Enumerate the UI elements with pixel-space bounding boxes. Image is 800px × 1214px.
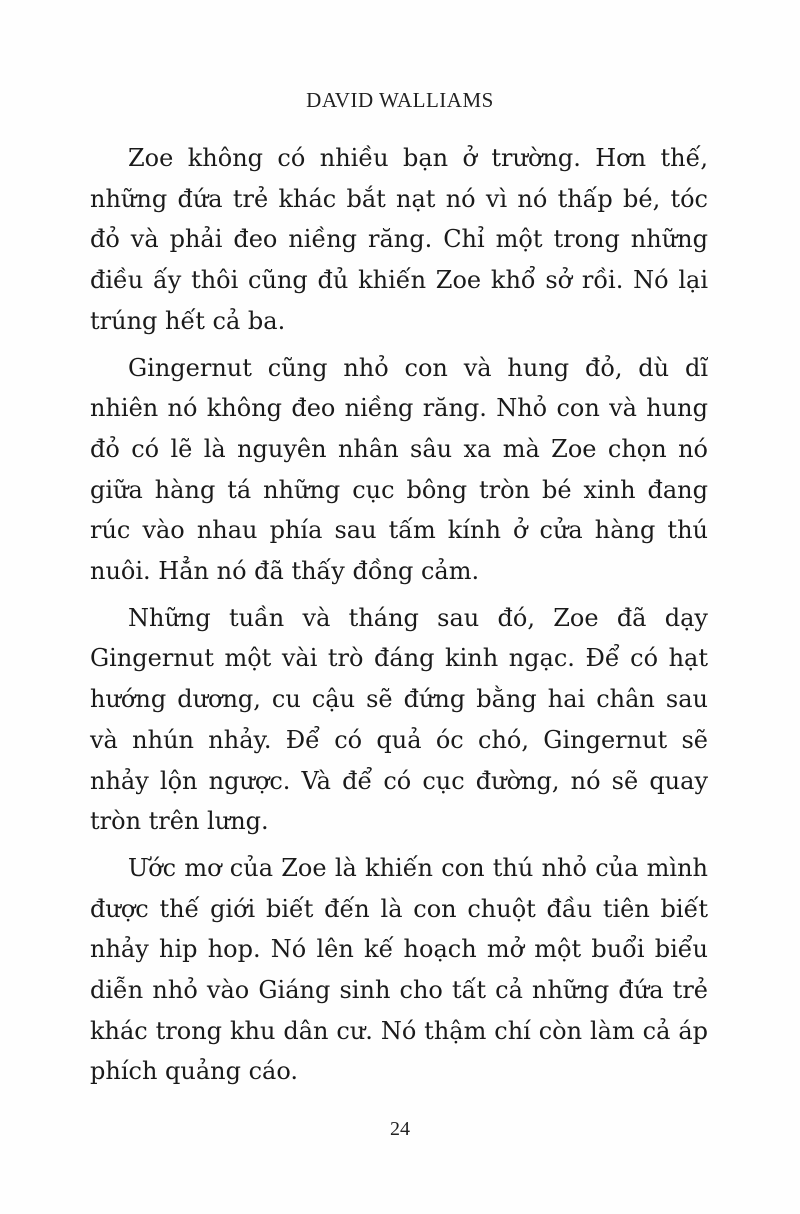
paragraph: Ước mơ của Zoe là khiến con thú nhỏ của mình được thế giới biết đến là con chuột đầu tiên biết nhảy hip hop. Nó lên kế hoạch mở một buổi biểu diễn nhỏ vào Giáng sinh cho tất cả những đứa trẻ khác trong khu dân cư. Nó thậm chí còn làm cả áp phích quảng cáo. xyxy=(90,853,708,1086)
page-number: 24 xyxy=(390,1118,410,1140)
paragraph: Những tuần và tháng sau đó, Zoe đã dạy Gingernut một vài trò đáng kinh ngạc. Để có hạt hướng dương, cu cậu sẽ đứng bằng hai chân sau và nhún nhảy. Để có quả óc chó, Gingernut sẽ nhảy lộn ngược. Và để có cục đường, nó sẽ quay tròn trên lưng. xyxy=(90,603,708,836)
body-text xyxy=(90,138,708,1098)
paragraph: Gingernut cũng nhỏ con và hung đỏ, dù dĩ nhiên nó không đeo niềng răng. Nhỏ con và hung đỏ có lẽ là nguyên nhân sâu xa mà Zoe chọn nó giữa hàng tá những cục bông tròn bé xinh đang rúc vào nhau phía sau tấm kính ở cửa hàng thú nuôi. Hẳn nó đã thấy đồng cảm. xyxy=(90,353,708,586)
running-head: DAVID WALLIAMS xyxy=(306,88,494,112)
paragraph: Zoe không có nhiều bạn ở trường. Hơn thế, những đứa trẻ khác bắt nạt nó vì nó thấp bé, tóc đỏ và phải đeo niềng răng. Chỉ một trong những điều ấy thôi cũng đủ khiến Zoe khổ sở rồi. Nó lại trúng hết cả ba. xyxy=(90,144,708,335)
